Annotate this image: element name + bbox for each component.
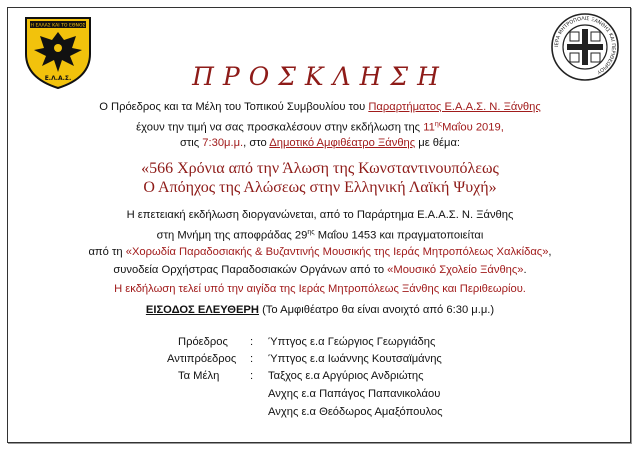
free-entry-label: ΕΙΣΟΔΟΣ ΕΛΕΥΘΕΡΗ	[145, 304, 259, 316]
svg-text:ΙΕΡΑ ΜΗΤΡΟΠΟΛΙΣ ΞΑΝΘΗΣ ΚΑΙ ΠΕΡ: ΙΕΡΑ ΜΗΤΡΟΠΟΛΙΣ ΞΑΝΘΗΣ ΚΑΙ ΠΕΡΙΘΕΩΡΙΟΥ	[553, 15, 617, 75]
intro-text: Ο Πρόεδρος και τα Μέλη του Τοπικού Συμβουλίου του	[99, 101, 369, 113]
theme-line-1: «566 Χρόνια από την Άλωση της Κωνσταντινουπόλεως	[141, 160, 499, 177]
svg-text:Η ΕΛΛΑΣ ΚΑΙ ΤΟ ΕΘΝΟΣ: Η ΕΛΛΑΣ ΚΑΙ ΤΟ ΕΘΝΟΣ	[30, 23, 86, 29]
intro-text: με θέμα:	[415, 137, 461, 149]
body-text: από τη	[88, 246, 126, 258]
body-text: Μαΐου 1453 και πραγματοποιείται	[314, 229, 484, 242]
branch-name: Παραρτήματος Ε.Α.Α.Σ. Ν. Ξάνθης	[368, 101, 541, 113]
member-name: Ύπτγος ε.α Γεώργιος Γεωργιάδης	[268, 336, 436, 348]
intro-text: , στο	[243, 137, 270, 149]
body-line-4	[0, 263, 640, 277]
opening-time-note: (Το Αμφιθέατρο θα είναι ανοιχτό από 6:30 μ.μ.)	[258, 304, 495, 316]
intro-line-2	[0, 118, 640, 135]
role-label: Αντιπρόεδρος	[167, 353, 237, 365]
entry-line	[0, 303, 640, 317]
auspices-line: Η εκδήλωση τελεί υπό την αιγίδα της Ιεράς Μητροπόλεως Ξάνθης και Περιθεωρίου.	[114, 283, 526, 295]
body-text: συνοδεία Ορχήστρας Παραδοσιακών Οργάνων από το	[113, 264, 388, 276]
event-day: 11	[423, 121, 435, 134]
body-line-3	[0, 245, 640, 259]
body-line-2	[0, 226, 640, 243]
body-text: στη Μνήμη της αποφράδας 29	[156, 229, 308, 242]
theme-line-2: Ο Απόηχος της Αλώσεως στην Ελληνική Λαϊκή Ψυχή»	[143, 179, 497, 196]
role-colon: :	[250, 370, 254, 382]
body-line-1: Η επετειακή εκδήλωση διοργανώνεται, από το Παράρτημα Ε.Α.Α.Σ. Ν. Ξάνθης	[126, 209, 514, 221]
invitation-title: ΠΡΟΣΚΛΗΣΗ	[192, 62, 448, 91]
svg-text:Ε.Λ.Α.Σ.: Ε.Λ.Α.Σ.	[44, 75, 72, 82]
school-name: «Μουσικό Σχολείο Ξάνθης»	[387, 264, 524, 276]
event-time: 7:30μ.μ.	[202, 137, 244, 149]
choir-name: «Χορωδία Παραδοσιακής & Βυζαντινής Μουσικής της Ιεράς Μητροπόλεως Χαλκίδας»	[125, 246, 549, 258]
body-text: .	[523, 264, 527, 276]
member-name: Ταξχος ε.α Αργύριος Ανδριώτης	[268, 370, 424, 382]
intro-text: έχουν την τιμή να σας προσκαλέσουν στην εκδήλωση της	[136, 121, 424, 134]
event-day-suffix: ης	[434, 121, 443, 128]
member-name: Ύπτγος ε.α Ιωάννης Κουτσαϊμάνης	[268, 353, 442, 365]
event-venue: Δημοτικό Αμφιθέατρο Ξάνθης	[269, 137, 416, 149]
intro-line-1	[0, 100, 640, 114]
role-label: Πρόεδρος	[178, 336, 228, 348]
intro-text: στις	[179, 137, 203, 149]
body-text: ,	[548, 246, 552, 258]
date-suffix: ης	[307, 229, 315, 236]
member-name: Ανχης ε.α Παπάγος Παπανικολάου	[268, 388, 441, 400]
intro-line-3	[0, 136, 640, 150]
event-date: Μαΐου 2019,	[442, 121, 504, 134]
role-colon: :	[250, 353, 254, 365]
member-name: Ανχης ε.α Θεόδωρος Αμαξόπουλος	[268, 406, 443, 418]
role-colon: :	[250, 336, 254, 348]
role-label: Τα Μέλη	[178, 370, 220, 382]
